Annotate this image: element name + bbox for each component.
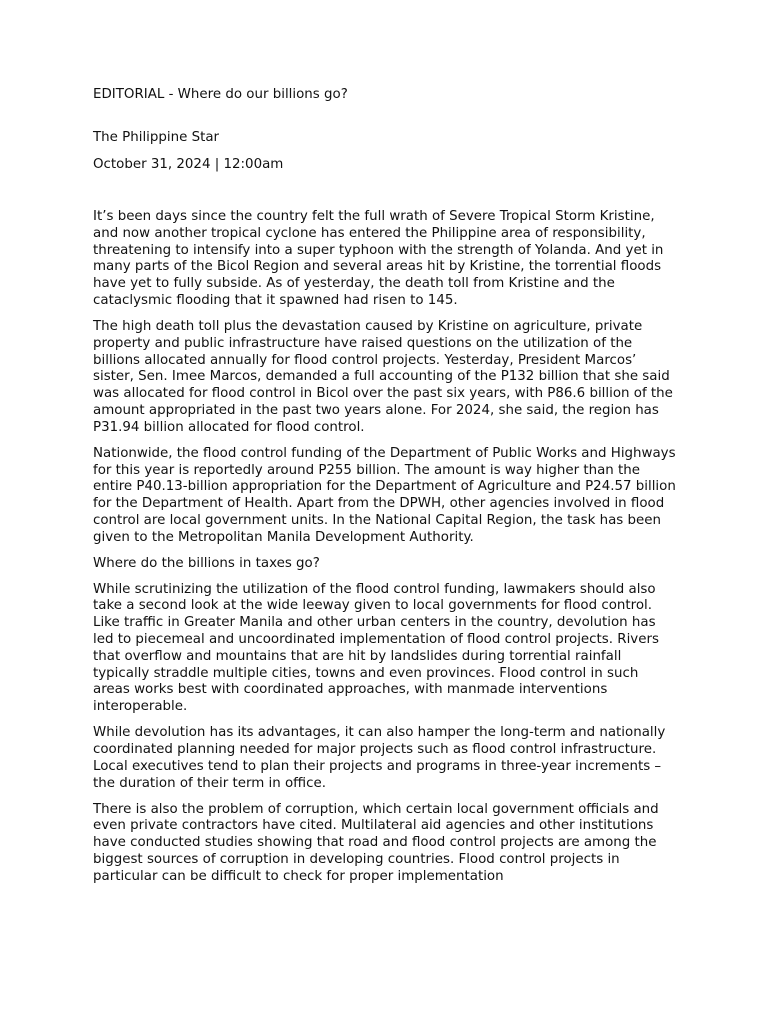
paragraph-7: There is also the problem of corruption, which certain local government officials and even private contractors have cited. Multilateral aid agencies and other institutions have conducted studies showing that road and flood control projects are among the biggest sources of corruption in developing countries. Flood control projects in particular can be difficult to check for proper implementation (93, 801, 659, 884)
article-body (93, 209, 678, 886)
publication-dateline: October 31, 2024 | 12:00am (93, 157, 284, 172)
publication-name: The Philippine Star (93, 130, 220, 145)
paragraph-3: Nationwide, the flood control funding of the Department of Public Works and Highways for this year is reportedly around P255 billion. The amount is way higher than the entire P40.13-billion appropriation for the Department of Agriculture and P24.57 billion for the Department of Health. Apart from the DPWH, other agencies involved in flood control are local government units. In the National Capital Region, the task has been given to the Metropolitan Manila Development Authority. (93, 445, 676, 545)
paragraph-4: Where do the billions in taxes go? (93, 555, 320, 571)
paragraph-1: It’s been days since the country felt the full wrath of Severe Tropical Storm Kristine, and now another tropical cyclone has entered the Philippine area of responsibility, threatening to intensify into a super typhoon with the strength of Yolanda. And yet in many parts of the Bicol Region and several areas hit by Kristine, the torrential floods have yet to fully subside. As of yesterday, the death toll from Kristine and the cataclysmic flooding that it spawned had risen to 145. (93, 209, 664, 308)
paragraph-2: The high death toll plus the devastation caused by Kristine on agriculture, private property and public infrastructure have raised questions on the utilization of the billions allocated annually for flood control projects. Yesterday, President Marcos’ sister, Sen. Imee Marcos, demanded a full accounting of the P132 billion that she said was allocated for flood control in Bicol over the past six years, with P86.6 billion of the amount appropriated in the past two years alone. For 2024, she said, the region has P31.94 billion allocated for flood control. (93, 318, 673, 435)
paragraph-6: While devolution has its advantages, it can also hamper the long-term and nationally coordinated planning needed for major projects such as flood control infrastructure. Local executives tend to plan their projects and programs in three-year increments – the duration of their term in office. (93, 725, 666, 791)
paragraph-5: While scrutinizing the utilization of the flood control funding, lawmakers should also take a second look at the wide leeway given to local governments for flood control. Like traffic in Greater Manila and other urban centers in the country, devolution has led to piecemeal and uncoordinated implementation of flood control projects. Rivers that overflow and mountains that are hit by landslides during torrential rainfall typically straddle multiple cities, towns and even provinces. Flood control in such areas works best with coordinated approaches, with manmade interventions interoperable. (93, 581, 659, 715)
editorial-title: EDITORIAL - Where do our billions go? (93, 87, 348, 102)
document-content (93, 86, 678, 895)
